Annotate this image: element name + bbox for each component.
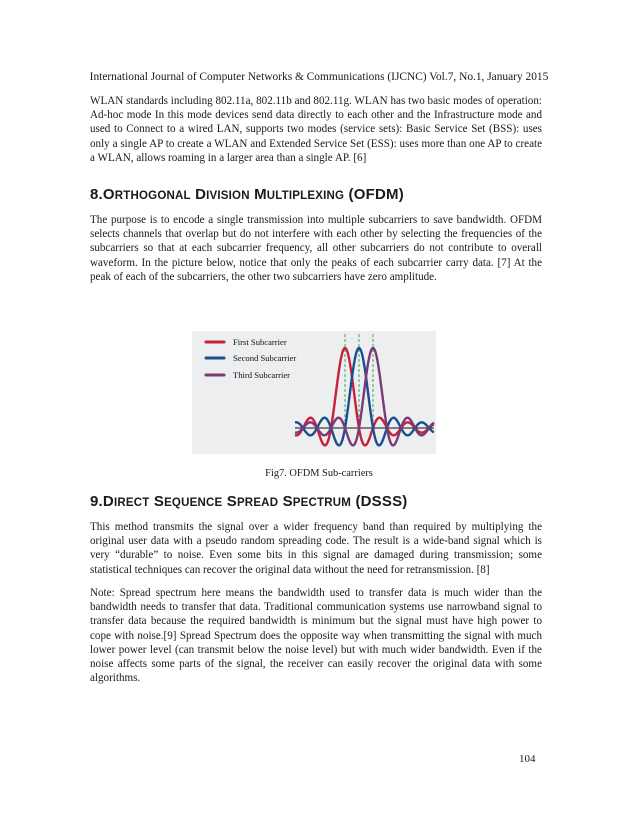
section-9-word-4-cap: S [282,493,293,510]
section-8-word-3-rest: ULTIPLEXING [266,190,345,202]
legend-label-third: Third Subcarrier [233,370,291,380]
section-9-word-4-rest: PECTRUM [292,497,352,509]
section-9-word-1-rest: IRECT [113,497,150,509]
section-9-heading [90,493,542,512]
ofdm-line: contribute to overall waveform. In the picture below, notice that only the peaks of each subcarrier [90,242,542,269]
legend-label-second: Second Subcarrier [233,353,297,363]
dsss-line: very “durable” to noise. Even some bits in this signal are damaged during transmission; some [90,549,542,562]
section-9-number: 9. [90,493,103,510]
section-9-word-2-cap: S [153,493,165,510]
section-8-word-2-cap: D [195,186,207,203]
dsss-line: This method transmits the signal over a wider frequency band than required by multiplying the [90,521,542,533]
note-line: the signal with much lower power level (can transmit below the noise level) but with much [90,629,542,656]
note-paragraph [90,586,542,685]
section-8-word-2-rest: IVISION [206,190,250,202]
legend-label-first: First Subcarrier [233,337,287,347]
note-line: signal to transfer data because the required bandwidth is minimum but the signal must have [90,601,542,628]
section-9-word-3-cap: S [226,493,237,510]
journal-header: International Journal of Computer Networks & Communications (IJCNC) Vol.7, No.1, January 2015 [89,71,549,83]
ofdm-line: OFDM selects channels that overlap but do not interfere with each other by selecting the [90,214,542,241]
section-9-word-2-rest: EQUENCE [164,497,223,509]
section-8-number: 8. [90,186,103,203]
note-line: recover the original data with some algorithms. [90,658,542,685]
wlan-line: AP. [6] [334,151,367,164]
note-line: bandwidth needs to transfer that data. Traditional communication systems use narrowband [90,601,500,614]
section-8-heading [90,186,542,205]
section-8-word-1-cap: O [102,186,115,203]
dsss-line: original user data with a pseudo random spreading code. The result is a wide-band signal which is [90,535,542,548]
ofdm-paragraph [90,213,542,284]
ofdm-line: frequencies of the subcarriers so that at each subcarrier frequency, all other subcarriers do not [90,228,542,255]
section-9-abbr: (DSSS) [355,493,408,510]
section-8-word-3-cap: M [254,186,267,203]
ofdm-line: carry data. [7] At the peak of each of the subcarriers, the other two subcarriers have zero [90,256,543,283]
section-8-abbr: (OFDM) [348,186,404,203]
section-9-word-3-rest: PREAD [236,497,279,509]
ofdm-line: amplitude. [389,270,437,283]
page-number: 104 [519,753,536,765]
wlan-line: (ESS): uses more than one AP to create a WLAN, allows roaming in a larger area than a single [90,137,543,164]
dsss-line: statistical techniques can recover the original data without the need for retransmission. [8] [90,563,490,576]
figure-caption: Fig7. OFDM Sub-carriers [265,468,373,479]
note-line: Note: Spread spectrum here means the bandwidth used to transfer data is much wider than the [90,587,542,599]
ofdm-subcarrier-diagram [192,331,436,454]
section-9-word-1-cap: D [102,493,114,510]
wlan-line: operation: Ad-hoc mode In this mode devices send data directly to each other and the [90,95,542,122]
dsss-paragraph [90,520,542,577]
note-line: wider bandwidth. Even if the noise affects some parts of the signal, the receiver can easily [90,643,542,671]
section-8-word-1-rest: RTHOGONAL [114,190,191,202]
ofdm-figure [192,331,436,454]
wlan-line: WLAN standards including 802.11a, 802.11b and 802.11g. WLAN has two basic modes of [90,95,495,107]
ofdm-line: The purpose is to encode a single transmission into multiple subcarriers to save bandwidth. [90,214,507,226]
wlan-paragraph [90,94,542,165]
note-line: high power to cope with noise.[9] Spread Spectrum does the opposite way when transmitting [90,615,543,642]
wlan-line: Basic Service Set (BSS): uses only a single AP to create a WLAN and Extended Service Set [90,123,543,150]
wlan-line: Infrastructure mode and used to Connect to a wired LAN, supports two modes (service sets): [90,109,542,136]
